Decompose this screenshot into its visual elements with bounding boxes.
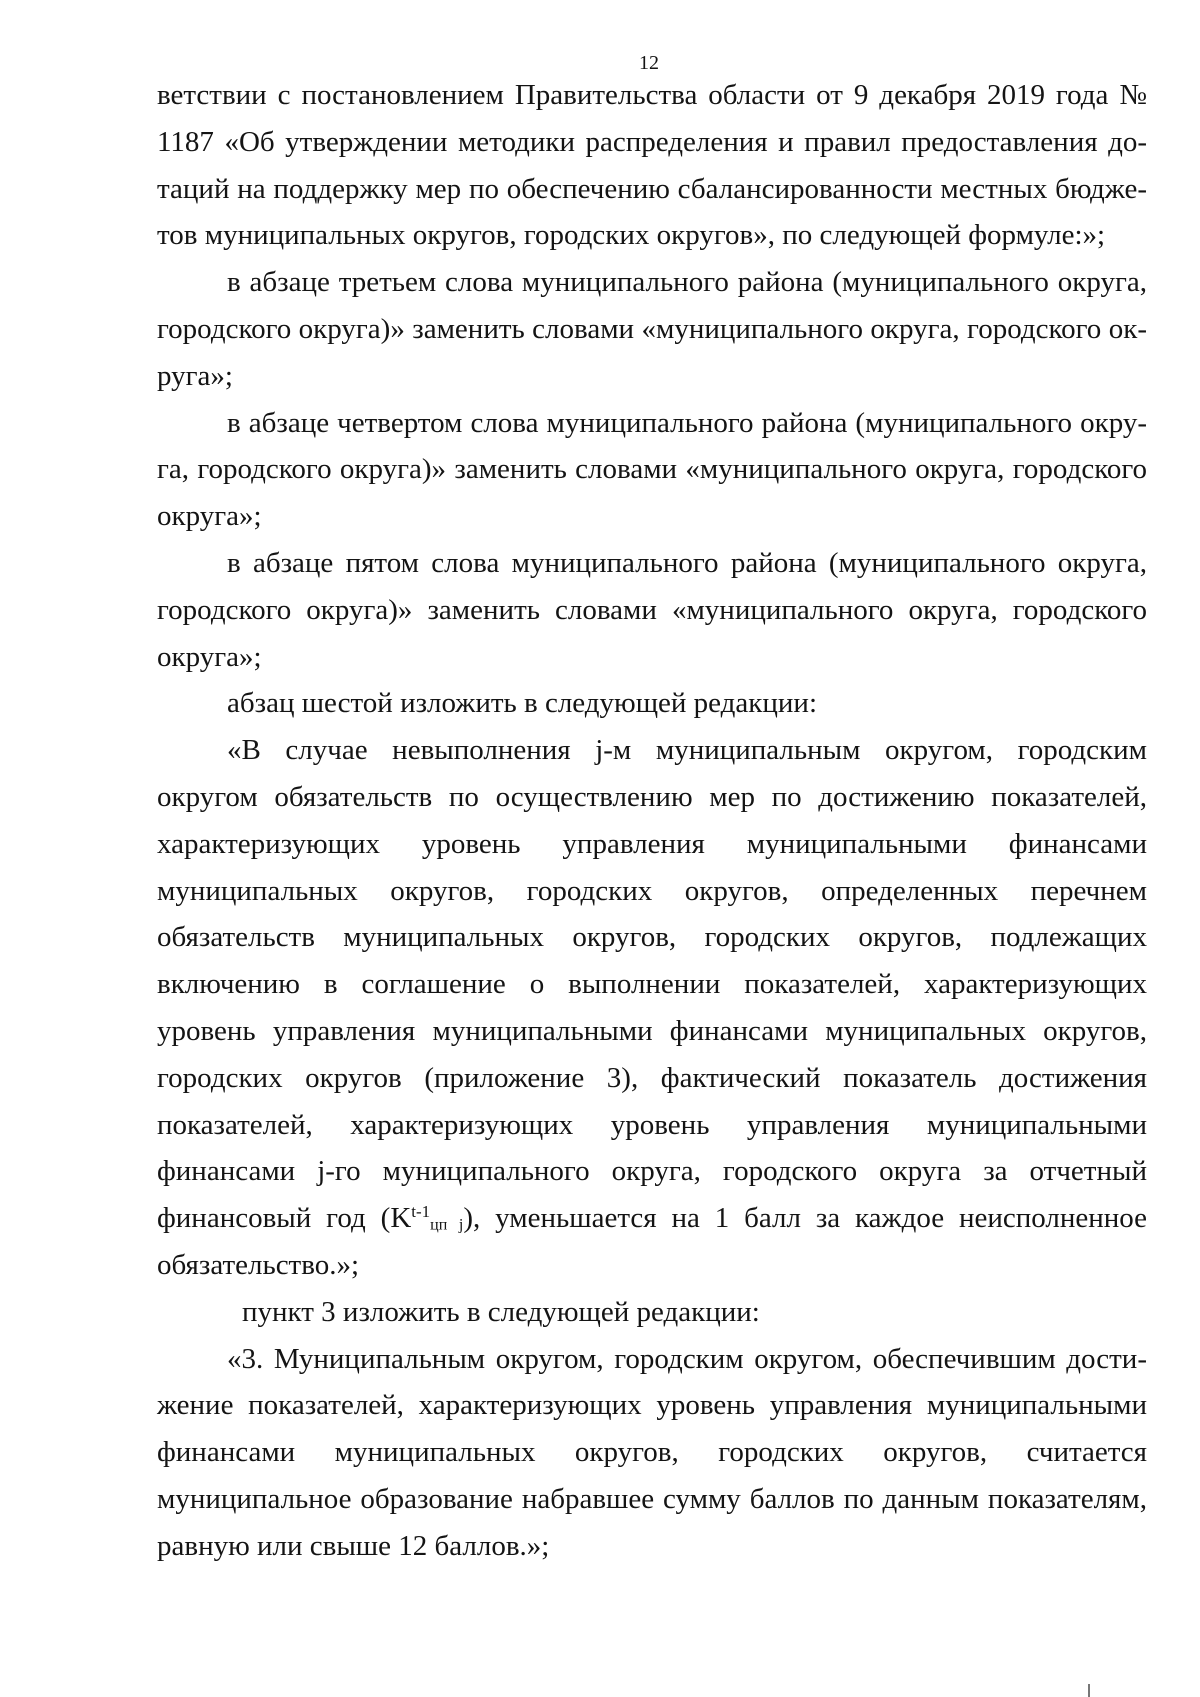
paragraph-punkt-3-intro: пункт 3 изложить в следующей редакции: xyxy=(242,1295,760,1328)
formula-superscript: t-1 xyxy=(411,1201,431,1221)
paragraph-abzac-6-intro: абзац шестой изложить в следующей редакции: xyxy=(227,687,817,720)
page-number: 12 xyxy=(639,52,659,74)
document-body xyxy=(157,72,1147,1570)
paragraph-abzac-5: в абзаце пятом слова муниципального района (муниципального округа, городского округа)» заменить словами «муниципального округа, городского округа»; xyxy=(157,546,1147,673)
formula-base: K xyxy=(390,1202,412,1235)
formula-subscript: цп j xyxy=(430,1216,464,1234)
paragraph-abzac-4: в абзаце четвертом слова муниципального района (муниципального округа, городского округа)» заменить словами «муниципального округа, городского округа»; xyxy=(157,406,1147,533)
paragraph-abzac-3: в абзаце третьем слова муниципального района (муниципального округа, городского округа)» заменить словами «муниципального округа, городского округа»; xyxy=(157,266,1147,392)
formula-k xyxy=(390,1202,463,1234)
paragraph-text-before-formula: «В случае невыполнения j-м муниципальным округом, городским округом обязательств по осуществлению мер по достижению показателей, характеризующих уровень управления муниципальными финансами муниципальных округов, городских округов, определенных перечнем обязательств муниципальных округов, городских округов, подлежащих включению в соглашение о выполнении показателей, характеризующих уровень управления муниципальными финансами муниципальных округов, городских округов (приложение 3), фактический показатель достижения показателей, характеризующих уровень управления муниципальными финансами j-го муниципального округа, городского округа за отчетный финансовый год ( xyxy=(157,734,1147,1235)
scan-edge-mark xyxy=(1088,1684,1090,1697)
paragraph-text-after-formula: ), уменьшается на 1 балл за каждое неисполненное обязательство.»; xyxy=(157,1202,1147,1281)
paragraph-abzac-6-text xyxy=(157,727,1147,1289)
paragraph-punkt-3-text: «3. Муниципальным округом, городским округом, обеспечившим достижение показателей, характеризующих уровень управления муниципальными финансами муниципальных округов, городских округов, считается муниципальное образование набравшее сумму баллов по данным показателям, равную или свыше 12 баллов.»; xyxy=(157,1342,1147,1562)
paragraph-continuation: ветствии с постановлением Правительства области от 9 декабря 2019 года № 1187 «Об утверждении методики распределения и правил предоставления дотаций на поддержку мер по обеспечению сбалансированности местных бюджетов муниципальных округов, городских округов», по следующей формуле:»; xyxy=(157,79,1147,252)
